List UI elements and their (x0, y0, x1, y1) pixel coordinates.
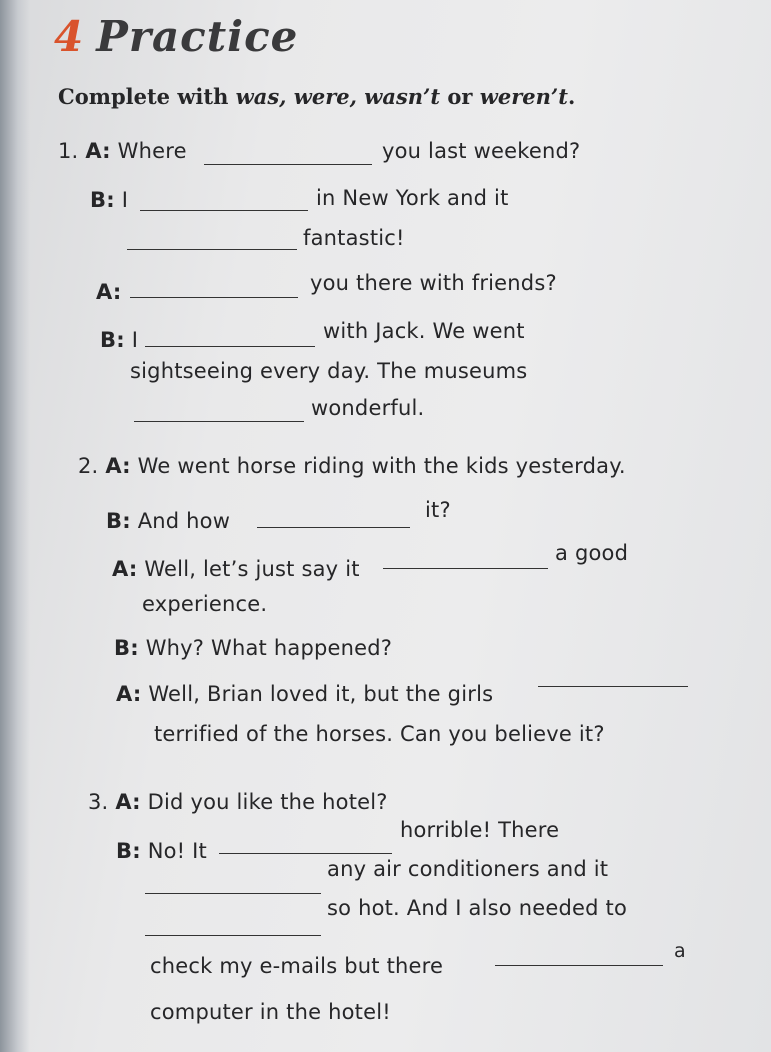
speaker-b: B: (114, 636, 139, 660)
ex2-a2-pre: Well, let’s just say it (137, 557, 360, 581)
ex1-b1-cont: fantastic! (303, 226, 405, 250)
ex2-b1-post: it? (425, 498, 451, 522)
instruction-words: was, were, wasn’t (235, 84, 441, 109)
ex2-line-a1 (78, 454, 626, 478)
ex3-b1-after: a (674, 940, 686, 962)
ex2-line-b1 (106, 509, 230, 533)
ex2-line-a3 (116, 682, 493, 706)
ex3-b1-pre: No! It (140, 839, 207, 863)
ex2-a1-text: We went horse riding with the kids yesterday. (130, 454, 626, 478)
ex1-a2-post: you there with friends? (310, 271, 557, 295)
speaker-a: A: (112, 557, 138, 581)
ex2-number: 2. (78, 454, 99, 478)
ex1-line-b1 (90, 188, 128, 212)
ex2-a2-post: a good (555, 541, 629, 565)
ex3-line-a1 (88, 790, 388, 814)
ex1-a1-post: you last weekend? (382, 139, 581, 163)
section-number: 4 (54, 12, 85, 61)
speaker-a: A: (105, 454, 131, 478)
answer-blank[interactable] (538, 686, 688, 687)
ex1-b1-pre: I (114, 188, 129, 212)
ex2-a3-pre: Well, Brian loved it, but the girls (141, 682, 494, 706)
ex1-line-a1 (58, 139, 187, 163)
instruction-mid: or (440, 84, 480, 109)
ex2-a2-line2: experience. (142, 592, 268, 616)
instruction-end: . (567, 84, 576, 109)
answer-blank[interactable] (495, 965, 663, 966)
answer-blank[interactable] (140, 210, 308, 211)
ex2-line-a2 (112, 557, 360, 581)
answer-blank[interactable] (145, 893, 321, 894)
instruction-last: weren’t (479, 84, 568, 109)
speaker-a: A: (96, 280, 122, 304)
speaker-b: B: (90, 188, 115, 212)
speaker-a: A: (85, 139, 111, 163)
ex2-b2-text: Why? What happened? (138, 636, 393, 660)
ex1-b2-cont: wonderful. (311, 396, 425, 420)
ex3-line-b1 (116, 839, 207, 863)
answer-blank[interactable] (219, 853, 392, 854)
answer-blank[interactable] (130, 297, 298, 298)
speaker-b: B: (100, 328, 125, 352)
answer-blank[interactable] (204, 164, 372, 165)
ex2-b1-pre: And how (130, 509, 231, 533)
answer-blank[interactable] (257, 527, 410, 528)
speaker-b: B: (116, 839, 141, 863)
ex1-b2-line2: sightseeing every day. The museums (130, 359, 528, 383)
ex1-b1-post: in New York and it (316, 186, 509, 210)
ex1-b2-pre: I (124, 328, 139, 352)
ex2-a3-line2: terrified of the horses. Can you believe it? (154, 722, 605, 746)
speaker-a: A: (115, 790, 141, 814)
ex3-b1-cont1: any air conditioners and it (327, 857, 609, 881)
ex3-b1-cont2: so hot. And I also needed to (327, 896, 628, 920)
answer-blank[interactable] (134, 421, 304, 422)
ex3-b1-line4: check my e-mails but there (150, 954, 444, 978)
speaker-a: A: (116, 682, 142, 706)
ex3-a1-text: Did you like the hotel? (140, 790, 388, 814)
ex1-line-b2 (100, 328, 138, 352)
section-title: Practice (96, 12, 299, 61)
speaker-b: B: (106, 509, 131, 533)
answer-blank[interactable] (145, 935, 321, 936)
ex1-number: 1. (58, 139, 79, 163)
ex1-b2-post: with Jack. We went (323, 319, 525, 343)
section-heading (54, 12, 298, 61)
answer-blank[interactable] (383, 568, 548, 569)
ex3-b1-line5: computer in the hotel! (150, 1000, 391, 1024)
ex2-line-b2 (114, 636, 392, 660)
answer-blank[interactable] (127, 249, 297, 250)
ex1-a1-pre: Where (110, 139, 187, 163)
instruction (58, 84, 575, 109)
ex3-number: 3. (88, 790, 109, 814)
page-edge-shadow (0, 0, 30, 1052)
answer-blank[interactable] (145, 346, 315, 347)
ex3-b1-post: horrible! There (400, 818, 560, 842)
ex1-line-a2 (96, 280, 121, 304)
instruction-prefix: Complete with (58, 84, 236, 109)
